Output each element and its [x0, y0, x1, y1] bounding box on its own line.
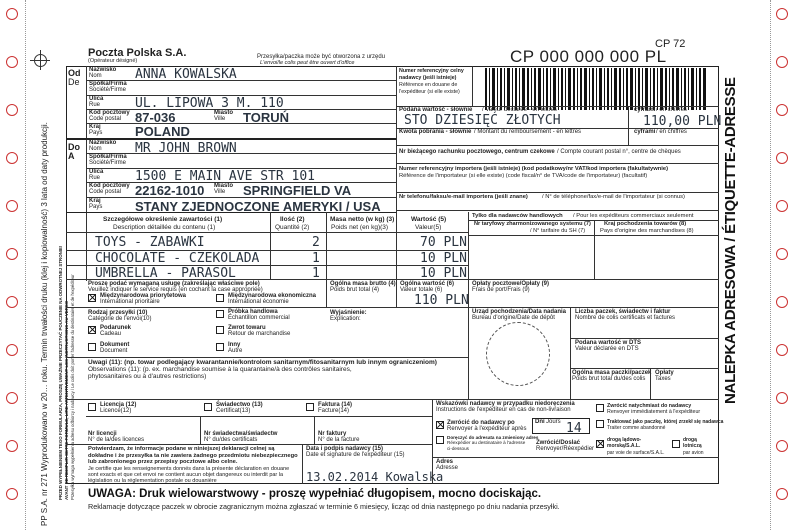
- abandon-label-fr: Traiter comme abandonné: [607, 425, 666, 431]
- other-label: Inny: [228, 342, 241, 348]
- return-via-label: Zwrócić/Doslać: [536, 440, 581, 446]
- dts-label-fr: Valeur déclarée en DTS: [575, 346, 639, 352]
- sender-zip[interactable]: 87-036: [135, 110, 176, 125]
- recipient-do: Do: [68, 142, 80, 152]
- date-signature[interactable]: 13.02.2014 Kowalska: [306, 470, 444, 484]
- gift-checkbox[interactable]: [88, 326, 96, 334]
- items-desc-label-fr: Description détaillée du contenu (1): [113, 224, 216, 231]
- value-label-fr: / Valeur déclarée - en lettres: [482, 107, 557, 113]
- other-label-fr: Autre: [228, 348, 243, 354]
- cert-no-label: Nr świadectwa/świadectw: [204, 431, 278, 437]
- items-desc-label: Szczegółowe określenie zawartości (1): [103, 216, 223, 223]
- certificate-label-fr: Certificat(13): [216, 408, 251, 414]
- origin-label: Kraj pochodzenia towarów (8): [604, 221, 687, 227]
- returned-checkbox[interactable]: [216, 326, 224, 334]
- return-after-label: Zwrócić do nadawcy po: [447, 420, 515, 426]
- gross-parcels-label: Ogólna masa paczki/paczek: [572, 370, 652, 376]
- nondelivery-label: Wskazówki nadawcy w przypadku niedoręczenia: [436, 401, 575, 407]
- days-value[interactable]: 14: [566, 421, 582, 436]
- origin-label-fr: Pays d'origine des marchandises (8): [600, 228, 694, 234]
- immediate-return-label-fr: Renvoyer immédiatement à l'expéditeur: [607, 409, 701, 415]
- explanation-label: Wyjaśnienie:: [330, 310, 367, 316]
- importer-phone-label: Nr telefonu/faksu/e-mail importera (jeśli znane): [399, 194, 528, 200]
- licence-checkbox[interactable]: [88, 403, 96, 411]
- recipient-firm-label-fr: Société/Firme: [89, 160, 127, 166]
- cod-label-fr: / Montant du remboursement - en lettres: [474, 129, 582, 135]
- certs-label: Liczba paczek, świadectw i faktur: [575, 309, 671, 315]
- surface-checkbox[interactable]: [596, 440, 604, 448]
- document-checkbox[interactable]: [88, 343, 96, 351]
- declaration-text-fr: Je certifie que les renseignements donnés dans la présente déclaration en douane sont exacts et que cet envoi ne contient aucun objet dangereux ou interdit par la législation ou la réglementation postale ou douanière: [88, 466, 290, 485]
- office-fees-label: Opłaty: [655, 370, 674, 376]
- total-value[interactable]: 110 PLN: [414, 293, 469, 308]
- registration-mark: [30, 50, 50, 70]
- sender-street-label-fr: Rue: [89, 102, 101, 108]
- abandon-label: Traktować jako paczkę, której zrzekł się nadawca: [607, 419, 724, 425]
- returned-label-fr: Retour de marchandise: [228, 331, 291, 337]
- item-qty[interactable]: 2: [312, 235, 320, 250]
- address-label-vertical: NALEPKA ADRESOWA / ÉTIQUETTE-ADRESSE: [722, 77, 739, 404]
- sample-label: Próbka handlowa: [228, 309, 278, 315]
- surface-label: drogą lądowo-morską/S.A.L.: [607, 437, 642, 449]
- sender-zip-label: Kod pocztowy: [89, 110, 130, 116]
- gross-label-fr: Poids brut total (4): [330, 287, 380, 293]
- address-label-fr: Adresse: [436, 465, 459, 471]
- air-label: drogą lotniczą: [683, 437, 702, 449]
- licence-label-fr: Licence(12): [100, 408, 132, 414]
- category-label-fr: Catégorie de l'envoi(10): [88, 316, 152, 322]
- invoice-checkbox[interactable]: [306, 403, 314, 411]
- invoice-label: Faktura (14): [318, 402, 353, 408]
- tracking-number: CP 000 000 000 PL: [510, 47, 667, 66]
- figures-label: cyframi: [634, 107, 656, 113]
- sender-de: De: [68, 77, 80, 87]
- recipient-street[interactable]: 1500 E MAIN AVE STR 101: [135, 169, 316, 184]
- other-checkbox[interactable]: [216, 343, 224, 351]
- item-desc[interactable]: CHOCOLATE - CZEKOLADA: [95, 251, 260, 266]
- invoice-no-label-fr: N° de la facture: [318, 437, 360, 443]
- items-weight-label: Masa netto (w kg) (3): [330, 216, 395, 223]
- sender-country[interactable]: POLAND: [135, 124, 190, 139]
- recipient-street-label-fr: Rue: [89, 175, 101, 181]
- figures-label-fr: / en chiffres: [656, 107, 687, 113]
- cod-figures-label: cyframi: [634, 129, 656, 135]
- recipient-firm-label: Spółka/Firma: [89, 154, 127, 160]
- sender-city[interactable]: TORUŃ: [243, 110, 289, 125]
- priority-label-fr: International prioritaire: [100, 299, 160, 305]
- priority-label: Międzynarodowa priorytetowa: [100, 293, 187, 299]
- gift-label-fr: Cadeau: [100, 331, 122, 337]
- items-value-label-fr: Valeur(5): [415, 224, 442, 231]
- item-desc[interactable]: TOYS - ZABAWKI: [95, 235, 205, 250]
- comm-title: Tylko dla nadawców handlowych: [472, 213, 563, 219]
- sender-od: Od: [68, 68, 81, 78]
- recipient-zip[interactable]: 22162-1010: [135, 183, 205, 198]
- items-value-label: Wartość (5): [411, 216, 447, 223]
- deliver-to-label-fr: Réexpédier au destinataire à l'adresse ci-dessous: [447, 440, 526, 451]
- footer-main: UWAGA: Druk wielowarstwowy - proszę wypełniać długopisem, mocno dociskając.: [88, 488, 542, 500]
- office-fees-label-fr: Taxes: [655, 376, 671, 382]
- certs-label-fr: Nombre de colis certificats et factures: [575, 315, 676, 321]
- recipient-name[interactable]: MR JOHN BROWN: [135, 141, 237, 156]
- tariff-label: Nr taryfowy zharmonizowanego systemu (7): [474, 221, 591, 227]
- postmark-circle: [486, 322, 550, 386]
- warning-vertical: PRZED WYPEŁNIENIEM TEGO FORMULARZA, PROSZĘ UWAŻNIE PRZECZYTAĆ POUCZENIE NA ODWROTNEJ STRONIE!: [58, 245, 63, 500]
- sender-firm-label-fr: Société/Firme: [89, 87, 127, 93]
- recipient-city-label-fr: Ville: [214, 189, 226, 195]
- ref-label: Numer referencyjny celny nadawcy (jeśli istnieje): [399, 68, 464, 81]
- remarks-label: Uwagi (11): (np. towar podlegający kwarantannie/kontrolom sanitarnym/fitosanitarnym lub innym ograniczeniom): [88, 359, 437, 366]
- air-label-fr: par avion: [683, 450, 704, 456]
- account-label-fr: / Compte courant postal n°, centre de chèques: [557, 149, 681, 155]
- document-label: Dokument: [100, 342, 130, 348]
- economy-label: Międzynarodowa ekonomiczna: [228, 293, 317, 299]
- item-desc[interactable]: UMBRELLA - PARASOL: [95, 266, 236, 281]
- cod-label: Kwota pobrania - słownie: [399, 129, 472, 135]
- deliver-to-checkbox[interactable]: [436, 436, 444, 444]
- cert-no-label-fr: N° du/des certificats: [204, 437, 258, 443]
- recipient-name-label: Nazwisko: [89, 140, 117, 146]
- importer-ref-label: Numer referencyjny importera (jeśli istnieje) (kod podatkowy/nr VAT/kod importera (fakultatywnie): [399, 166, 669, 172]
- open-notice: Przesyłka/paczka może być otworzona z urzędu: [257, 54, 386, 60]
- abandon-checkbox[interactable]: [596, 420, 604, 428]
- priority-checkbox[interactable]: [88, 294, 96, 302]
- days-label: Dni: [535, 419, 545, 425]
- economy-checkbox[interactable]: [216, 294, 224, 302]
- item-qty[interactable]: 1: [312, 251, 320, 266]
- item-value[interactable]: 10 PLN: [420, 251, 467, 266]
- total-value-label-fr: Valeur totale (6): [400, 287, 443, 293]
- days-label-fr: Jours: [546, 419, 561, 425]
- account-label: Nr bieżącego rachunku pocztowego, centrum czekowe: [399, 149, 555, 155]
- sender-name-label: Nazwisko: [89, 67, 117, 73]
- gift-label: Podarunek: [100, 325, 132, 331]
- fees-label: Opłaty pocztowe/Opłaty (9): [472, 281, 550, 287]
- returned-label: Zwrot towaru: [228, 325, 266, 331]
- sender-firm-label: Spółka/Firma: [89, 81, 127, 87]
- item-qty[interactable]: 1: [312, 266, 320, 281]
- explanation-label-fr: Explication:: [330, 316, 361, 322]
- licence-no-label: Nr licencji: [88, 431, 117, 437]
- fees-label-fr: Frais de port/Frais (9): [472, 287, 530, 293]
- print-info-vertical: PP S.A. nr 271 Wyprodukowano w 20… roku. Termin trwałości druku (klej i kopiowalność) 3 lata od daty produkcji.: [40, 122, 49, 526]
- items-qty-label-fr: Quantité (2): [275, 224, 310, 231]
- gross-label: Ogólna masa brutto (4): [330, 281, 396, 287]
- sender-zip-label-fr: Code postal: [89, 116, 122, 122]
- sample-checkbox[interactable]: [216, 310, 224, 318]
- sender-country-label: Kraj: [89, 124, 101, 130]
- remarks-label-fr: Observations (11): (p. ex. marchandise soumise à la quarantaine/à des contrôles sanitaires, phytosanitaires ou à d'autres restrictions): [88, 366, 352, 380]
- open-notice-fr: L'envoi/le colis peut être ouvert d'office: [260, 60, 355, 66]
- office-origin-label-fr: Bureau d'origine/Date de dépôt: [472, 315, 555, 321]
- sender-country-label-fr: Pays: [89, 130, 103, 136]
- sender-city-label-fr: Ville: [214, 116, 226, 122]
- service-label-fr: Veuillez indiquer le service requis (en cochant la case appropriée): [88, 287, 263, 293]
- importer-phone-label-fr: / N° de téléphone/fax/e-mail de l'importateur (si connus): [542, 194, 685, 200]
- immediate-return-label: Zwrócić natychmiast do nadawcy: [607, 403, 692, 409]
- service-label: Proszę podać wymaganą usługę (zakreślając właściwe pole): [88, 281, 260, 287]
- footer-sub: Reklamacje dotyczące paczek w obrocie zagranicznym można zgłaszać w terminie 6 miesięcy, licząc od dnia następnego po dniu nadania przesyłki.: [88, 502, 560, 511]
- licence-no-label-fr: N° de la/des licences: [88, 437, 145, 443]
- company-name: Poczta Polska S.A.: [88, 47, 187, 59]
- recipient-city-label: Miasto: [214, 183, 234, 189]
- nondelivery-label-fr: Instructions de l'expéditeur en cas de non-livraison: [436, 407, 571, 413]
- comm-title-fr: / Pour les expéditeurs commerciaux seulement: [573, 213, 694, 219]
- sender-street[interactable]: UL. LIPOWA 3 M. 110: [135, 96, 284, 111]
- sample-label-fr: Échantillon commercial: [228, 315, 290, 321]
- items-weight-label-fr: Poids net (en kg)(3): [331, 224, 389, 231]
- recipient-country-label-fr: Pays: [89, 204, 103, 210]
- recipient-name-label-fr: Nom: [89, 146, 102, 152]
- recipient-country[interactable]: STANY ZJEDNOCZONE AMERYKI / USA: [135, 199, 381, 214]
- licence-label: Licencja (12): [100, 402, 137, 408]
- value-figures[interactable]: 110,00 PLN: [643, 114, 722, 129]
- item-value[interactable]: 70 PLN: [420, 235, 467, 250]
- certificate-label: Świadectwo (13): [216, 402, 263, 408]
- surface-label-fr: par voie de surface/S.A.L.: [607, 450, 665, 456]
- item-value[interactable]: 10 PLN: [420, 266, 467, 281]
- return-via-label-fr: Renvoyer/Réexpédier: [536, 446, 595, 452]
- address-label: Adres: [436, 459, 454, 465]
- note-vertical: Przesyłka wymaga wypełnienia adresu odbiorcy i nadawcy / Le colis doit porter l'adresse du destinataire et de l'expéditeur: [70, 274, 75, 500]
- date-label-fr: Date et signature de l'expéditeur (15): [306, 452, 405, 458]
- invoice-no-label: Nr faktury: [318, 431, 347, 437]
- recipient-zip-label: Kod pocztowy: [89, 183, 130, 189]
- items-qty-label: Ilość (2): [280, 216, 305, 223]
- certificate-checkbox[interactable]: [204, 403, 212, 411]
- return-after-checkbox[interactable]: [436, 421, 444, 429]
- economy-label-fr: International économie: [228, 299, 289, 305]
- cod-figures-label-fr: / en chiffres: [656, 129, 687, 135]
- importer-ref-label-fr: Référence de l'importateur (si elle existe) (code fiscal/n° de TVA/code de l'importateur) (facultatif): [399, 173, 648, 179]
- declaration-text-pl: Potwierdzam, że informacje podane w niniejszej deklaracji celnej są dokładne i że przesyłka ta nie zawiera żadnego przedmiotu niebezpiecznego lub zabronionego przez przepisy pocztowe albo celne.: [88, 446, 298, 465]
- sender-city-label: Miasto: [214, 110, 234, 116]
- recipient-zip-label-fr: Code postal: [89, 189, 122, 195]
- office-origin-label: Urząd pochodzenia/Data nadania: [472, 309, 567, 315]
- dts-label: Podana wartość w DTS: [575, 340, 642, 346]
- immediate-return-checkbox[interactable]: [596, 404, 604, 412]
- form-code: CP 72: [655, 38, 686, 50]
- return-after-label-fr: Renvoyer à l'expéditeur après: [447, 426, 527, 432]
- value-words[interactable]: STO DZIESIĘĆ ZŁOTYCH: [404, 113, 561, 128]
- warning-fr-vertical: AVANT DE REMPLIR CETTE FORMULE, LIRE ATTENTIVEMENT LES INSTRUCTIONS AU VERSO: [64, 300, 69, 500]
- value-label: Podana wartość - słownie: [399, 107, 473, 113]
- recipient-city[interactable]: SPRINGFIELD VA: [243, 183, 352, 198]
- ref-label-fr: Référence en douane de l'expéditeur (si elle existe): [399, 82, 460, 95]
- company-sub: (Opérateur désigné): [88, 58, 138, 64]
- invoice-label-fr: Facture(14): [318, 408, 350, 414]
- air-checkbox[interactable]: [672, 440, 680, 448]
- sender-name-label-fr: Nom: [89, 73, 102, 79]
- recipient-street-label: Ulica: [89, 169, 104, 175]
- gross-parcels-label-fr: Poids brut total du/des colis: [572, 376, 646, 382]
- sender-street-label: Ulica: [89, 96, 104, 102]
- date-label: Data i podpis nadawcy (15): [306, 446, 384, 452]
- tariff-label-fr: / N° tarifaire du SH (7): [530, 228, 586, 234]
- sender-name[interactable]: ANNA KOWALSKA: [135, 67, 237, 82]
- recipient-a: A: [68, 151, 75, 161]
- document-label-fr: Document: [100, 348, 128, 354]
- total-value-label: Ogólna wartość (6): [400, 281, 455, 287]
- category-label: Rodzaj przesyłki (10): [88, 310, 148, 316]
- deliver-to-label: Doręczyć do adresata na zmieniony adres: [447, 435, 539, 440]
- recipient-country-label: Kraj: [89, 198, 101, 204]
